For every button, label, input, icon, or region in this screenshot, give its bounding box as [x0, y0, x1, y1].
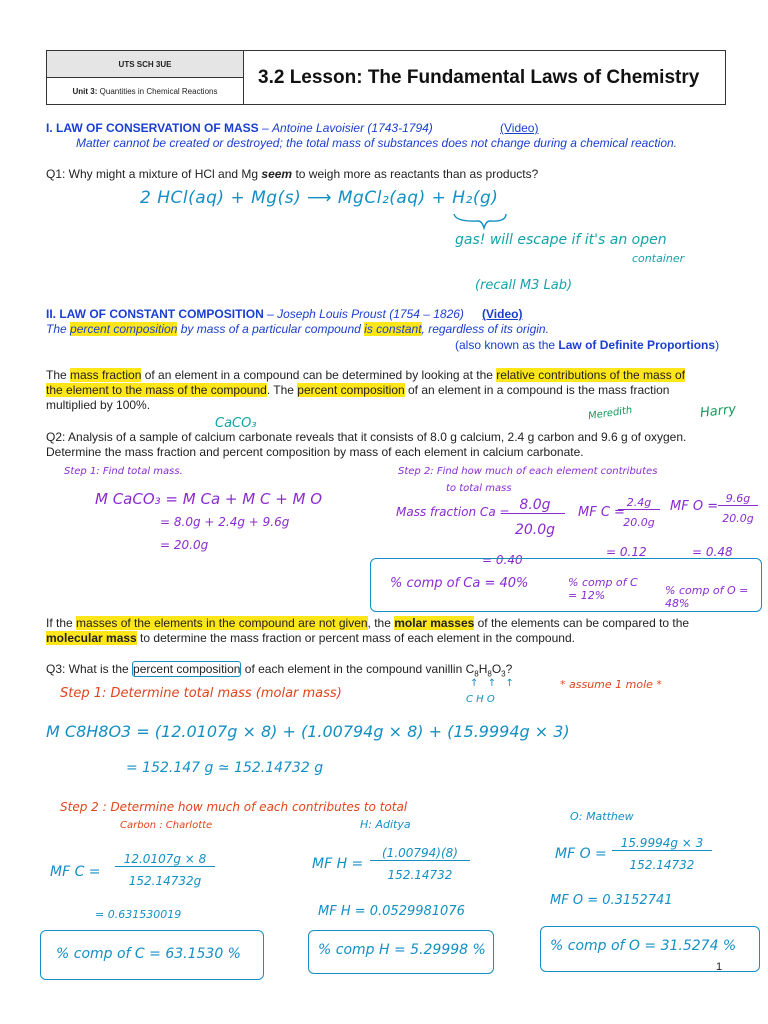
dash: –: [263, 307, 278, 321]
highlight-molecular-mass: molecular mass: [46, 631, 137, 645]
q2-line1: Q2: Analysis of a sample of calcium carbonate reveals that it consists of 8.0 g calcium, 2.4 g carbon and 9.6 g of oxygen.: [46, 430, 687, 444]
q2-result-o: = 0.48: [692, 545, 733, 559]
q2-mass-values: = 8.0g + 2.4g + 9.6g: [160, 515, 290, 529]
text: ): [715, 338, 720, 352]
law2-heading-line: [46, 307, 464, 322]
text: by mass of a particular compound: [177, 322, 365, 336]
highlight-relative: relative contributions of the mass of: [496, 368, 686, 382]
q2-result-c: = 0.12: [606, 545, 647, 559]
law2-video-link[interactable]: (Video): [482, 307, 523, 321]
q3-pc-h: % comp H = 5.29998 %: [318, 942, 486, 958]
page-number: 1: [716, 961, 723, 973]
q3-mass-equation: M C8H8O3 = (12.0107g × 8) + (1.00794g × 8) + (15.9994g × 3): [46, 722, 570, 741]
circled-percent-composition: percent composition: [133, 662, 241, 676]
text: . The: [266, 383, 298, 397]
text: , regardless of its origin.: [421, 322, 549, 336]
law1-heading-line: [46, 121, 433, 136]
q3-step2: Step 2 : Determine how much of each contributes to total: [60, 800, 408, 814]
law1-author: Antoine Lavoisier (1743-1794): [272, 121, 433, 135]
law1-heading: I. LAW OF CONSERVATION OF MASS: [46, 121, 259, 135]
unit-name: Quantities in Chemical Reactions: [99, 86, 218, 96]
q1-text-end: to weigh more as reactants than as products?: [292, 167, 539, 181]
q3-mf-h-label: MF H =: [312, 856, 364, 872]
q3-mf-c-label: MF C =: [50, 864, 101, 880]
q3-mass-result: = 152.147 g ≃ 152.14732 g: [126, 760, 324, 776]
subscript: 3: [501, 669, 506, 679]
text: , the: [367, 616, 395, 630]
q2-pc-ca: % comp of Ca = 40%: [390, 576, 529, 591]
q3-oxygen-name: O: Matthew: [570, 810, 634, 823]
q1-note-container: container: [632, 252, 685, 265]
subscript: 8: [474, 669, 479, 679]
law2-aka: [455, 338, 719, 353]
text: The: [46, 368, 71, 382]
q2-mf-o-label: MF O =: [670, 499, 719, 514]
q2-mass-equation: M CaCO₃ = M Ca + M C + M O: [95, 490, 323, 508]
highlight-constant: is constant: [364, 322, 422, 336]
mass-fraction-paragraph: [46, 368, 736, 413]
q2-step1: Step 1: Find total mass.: [64, 466, 183, 477]
q3-mf-o-result: MF O = 0.3152741: [550, 893, 673, 908]
law2-author: Joseph Louis Proust (1754 – 1826): [277, 307, 464, 321]
q3-assume: * assume 1 mole *: [560, 678, 662, 691]
q2-meredith: Meredith: [587, 404, 633, 423]
q2-harry: Harry: [699, 402, 737, 421]
q1-question: [46, 167, 538, 182]
q2-result-ca: = 0.40: [482, 553, 523, 567]
brace-mark: [450, 210, 510, 230]
q2-pc-c: % comp of C = 12%: [568, 576, 638, 602]
text: of an element in a compound can be determined by looking at the: [141, 368, 497, 382]
q1-equation: 2 HCl(aq) + Mg(s) ⟶ MgCl₂(aq) + H₂(g): [140, 188, 499, 208]
text: (also known as the: [455, 338, 559, 352]
text: ?: [505, 662, 513, 676]
highlight-percent-composition: percent composition: [70, 322, 178, 336]
q2-mf-ca-den: 20.0g: [514, 522, 556, 538]
text: If the: [46, 616, 77, 630]
q3-step1: Step 1: Determine total mass (molar mass): [60, 686, 342, 701]
q3-question: [46, 662, 512, 681]
text: of the elements can be compared to the: [474, 616, 690, 630]
molar-mass-paragraph: [46, 616, 736, 646]
q3-mf-h-den: 152.14732: [387, 868, 453, 882]
q2-line2: Determine the mass fraction and percent composition by mass of each element in calcium carbonate.: [46, 445, 584, 459]
q2-mf-o-den: 20.0g: [722, 512, 754, 525]
q2-pc-o: % comp of O = 48%: [665, 584, 749, 610]
page-title: 3.2 Lesson: The Fundamental Laws of Chemistry: [244, 51, 726, 105]
law2-heading: II. LAW OF CONSTANT COMPOSITION: [46, 307, 264, 321]
q1-emphasis: seem: [261, 167, 293, 181]
subscript: 8: [487, 669, 492, 679]
text: Q3: What is the: [46, 662, 133, 676]
text: The: [46, 322, 71, 336]
lesson-header: [46, 50, 726, 105]
q3-mf-c-den: 152.14732g: [128, 874, 202, 888]
unit-number: Unit 3:: [72, 86, 98, 96]
text: O: [491, 662, 502, 676]
q3-arrows: ↑ ↑ ↑: [470, 678, 515, 689]
q2-step2a: Step 2: Find how much of each element contributes: [398, 466, 658, 477]
q3-pc-o: % comp of O = 31.5274 %: [550, 938, 737, 954]
highlight-percent-composition: percent composition: [297, 383, 405, 397]
q3-mf-h-num: (1.00794)(8): [370, 846, 470, 861]
q2-mass-total: = 20.0g: [160, 538, 209, 552]
q1-note-lab: (recall M3 Lab): [475, 278, 573, 293]
q2-mf-c-den: 20.0g: [623, 516, 655, 529]
law1-video-link[interactable]: (Video): [500, 121, 539, 135]
text: of each element in the compound vanillin C: [241, 662, 475, 676]
q1-note-gas: gas! will escape if it's an open: [455, 232, 667, 248]
text: of an element in a compound is the mass fraction: [404, 383, 670, 397]
q2-mf-label: Mass fraction Ca =: [396, 505, 510, 519]
course-code: UTS SCH 3UE: [47, 51, 244, 78]
q2-step2b: to total mass: [446, 483, 512, 494]
highlight-molar-masses: molar masses: [394, 616, 475, 630]
q3-mf-c-num: 12.0107g × 8: [115, 852, 215, 867]
law2-statement: [46, 322, 549, 337]
unit-label: [47, 78, 244, 105]
q3-mf-o-den: 152.14732: [629, 858, 695, 872]
q2-caco3-note: CaCO₃: [215, 416, 257, 431]
highlight-mass-fraction: mass fraction: [70, 368, 142, 382]
q3-mf-o-num: 15.9994g × 3: [612, 836, 712, 851]
q3-carbon-name: Carbon : Charlotte: [120, 820, 213, 831]
q3-cho-labels: C H O: [466, 694, 495, 705]
q3-mf-h-result: MF H = 0.0529981076: [318, 904, 465, 919]
highlight-masses-not-given: masses of the elements in the compound are not given: [76, 616, 368, 630]
q2-mf-o-num: 9.6g: [718, 492, 758, 506]
q2-mf-c-label: MF C =: [578, 505, 625, 520]
q3-mf-o-label: MF O =: [555, 846, 607, 862]
text: H: [478, 662, 488, 676]
q3-hydrogen-name: H: Aditya: [360, 818, 411, 831]
q3-mf-c-result: = 0.631530019: [95, 908, 182, 921]
highlight-mass-element: the element to the mass of the compound: [46, 383, 267, 397]
law-definite-proportions: Law of Definite Proportions: [558, 338, 716, 352]
q1-text: Q1: Why might a mixture of HCl and Mg: [46, 167, 262, 181]
text: multiplied by 100%.: [46, 398, 151, 412]
q2-mf-ca-num: 8.0g: [505, 497, 565, 514]
q2-mf-c-num: 2.4g: [618, 496, 660, 510]
law1-statement: Matter cannot be created or destroyed; the total mass of substances does not change during a chemical reaction.: [76, 136, 678, 150]
q3-pc-c: % comp of C = 63.1530 %: [56, 946, 241, 962]
text: to determine the mass fraction or percent mass of each element in the compound.: [136, 631, 575, 645]
dash: –: [258, 121, 273, 135]
